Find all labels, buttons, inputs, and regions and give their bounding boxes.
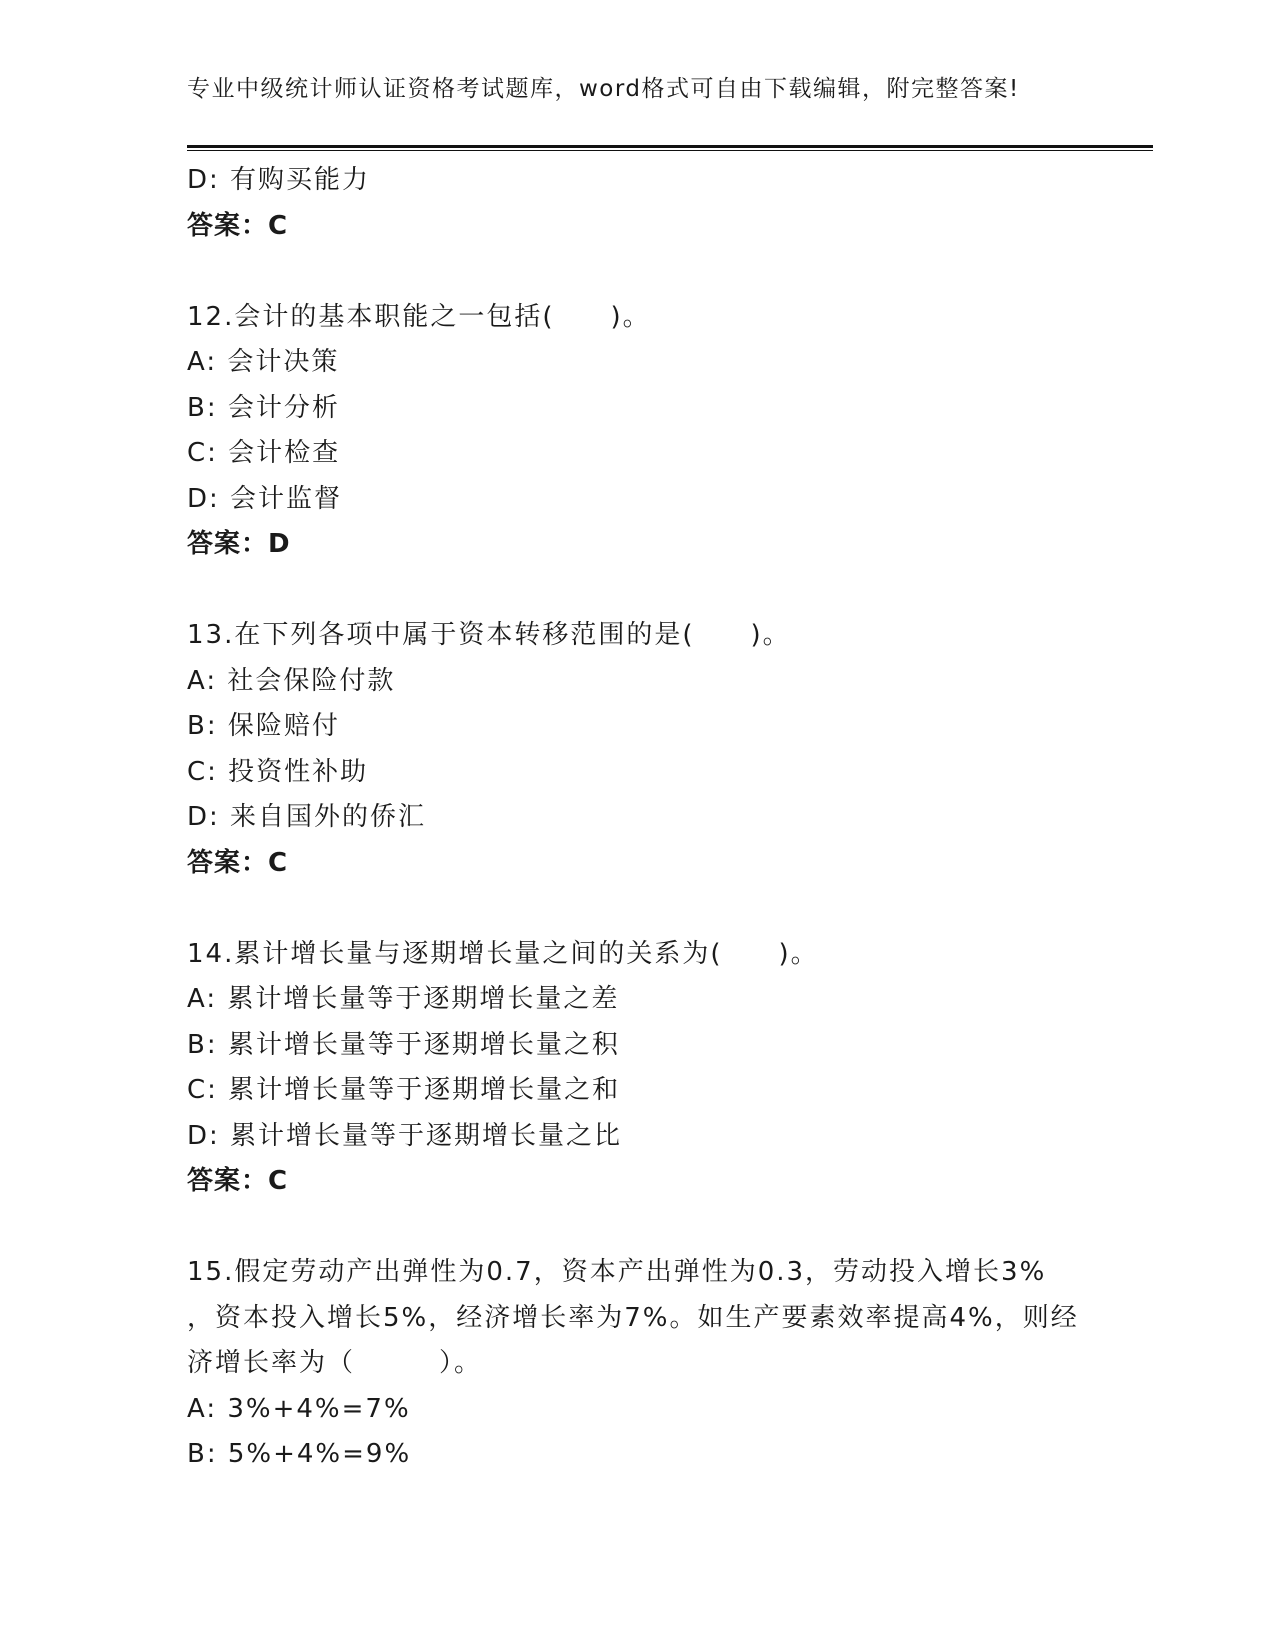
answer-line: 答案：C: [187, 1166, 289, 1196]
question-stem-line-1: 15.假定劳动产出弹性为0.7，资本产出弹性为0.3，劳动投入增长3%: [187, 1257, 1047, 1287]
option-a: A: 累计增长量等于逐期增长量之差: [187, 984, 620, 1014]
question-14: [187, 932, 1153, 1205]
option-b: B: 累计增长量等于逐期增长量之积: [187, 1029, 620, 1060]
header-divider: [187, 145, 1153, 151]
question-stem-line-2: ，资本投入增长5%，经济增长率为7%。如生产要素效率提高4%，则经: [187, 1302, 1079, 1333]
spacer: [187, 1205, 1153, 1251]
option-c: C: 会计检查: [187, 438, 341, 468]
page-header: 专业中级统计师认证资格考试题库，word格式可自由下载编辑，附完整答案!: [187, 76, 1020, 102]
question-content: [187, 158, 1153, 1478]
option-b: B: 会计分析: [187, 392, 340, 423]
option-c: C: 累计增长量等于逐期增长量之和: [187, 1075, 621, 1105]
question-stem: 13.在下列各项中属于资本转移范围的是( )。: [187, 620, 791, 650]
option-a: A: 会计决策: [187, 347, 340, 377]
option-b: B: 5%+4%=9%: [187, 1439, 412, 1469]
option-a: A: 社会保险付款: [187, 665, 396, 696]
option-d: D: 会计监督: [187, 483, 343, 514]
answer-line: 答案：C: [187, 210, 289, 241]
question-stem: 12.会计的基本职能之一包括( )。: [187, 301, 651, 332]
question-12: [187, 295, 1153, 568]
question-15: [187, 1250, 1153, 1478]
spacer: [187, 249, 1153, 295]
option-d: D: 来自国外的侨汇: [187, 802, 427, 832]
question-stem: 14.累计增长量与逐期增长量之间的关系为( )。: [187, 938, 819, 969]
answer-line: 答案：D: [187, 529, 291, 559]
question-stem-line-3: 济增长率为（ ）。: [187, 1348, 483, 1378]
option-d: D: 累计增长量等于逐期增长量之比: [187, 1120, 623, 1151]
spacer: [187, 886, 1153, 932]
question-13: [187, 613, 1153, 886]
option-a: A: 3%+4%=7%: [187, 1393, 411, 1424]
option-c: C: 投资性补助: [187, 756, 369, 787]
spacer: [187, 568, 1153, 614]
option-b: B: 保险赔付: [187, 711, 340, 741]
answer-line: 答案：C: [187, 847, 289, 878]
option-d: D: 有购买能力: [187, 165, 371, 195]
